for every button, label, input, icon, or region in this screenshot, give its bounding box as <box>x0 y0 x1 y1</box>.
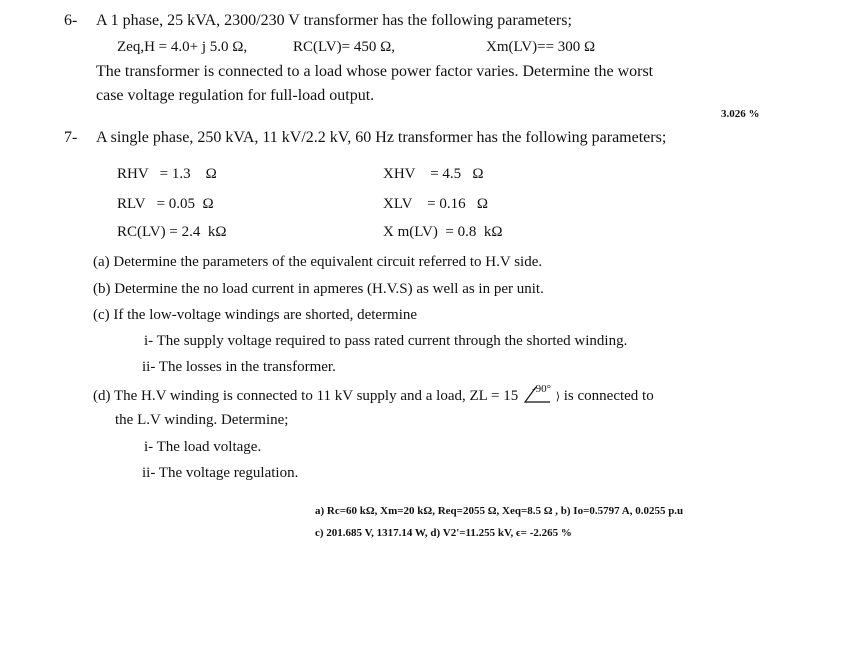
question-6-param-zeq: Zeq,H = 4.0+ j 5.0 Ω, <box>117 39 248 55</box>
question-6-answer: 3.026 % <box>721 108 760 120</box>
part-b: (b) Determine the no load current in apmeres (H.V.S) as well as in per unit. <box>93 281 544 297</box>
part-a: (a) Determine the parameters of the equivalent circuit referred to H.V side. <box>93 254 543 270</box>
param-rlv: RLV = 0.05 Ω <box>117 196 214 212</box>
param-xhv: XHV = 4.5 Ω <box>383 166 484 182</box>
question-7-line1: A single phase, 250 kVA, 11 kV/2.2 kV, 60 Hz transformer has the following parameters; <box>96 129 667 146</box>
question-6-number: 6- <box>64 12 78 29</box>
part-c-ii: ii- The losses in the transformer. <box>142 359 336 375</box>
angle-symbol <box>522 385 552 405</box>
part-d-line1 <box>93 385 654 407</box>
question-7-answer-line2: c) 201.685 V, 1317.14 W, d) V2'=11.255 kV, ϵ= -2.265 % <box>315 527 572 539</box>
part-d-line2: the L.V winding. Determine; <box>115 412 289 428</box>
part-d-text-2: is connected to <box>563 388 654 404</box>
param-xlv: XLV = 0.16 Ω <box>383 196 489 212</box>
question-7-answer-line1: a) Rc=60 kΩ, Xm=20 kΩ, Req=2055 Ω, Xeq=8.5 Ω , b) Io=0.5797 A, 0.0255 p.u <box>315 505 684 517</box>
part-d-i: i- The load voltage. <box>144 439 262 455</box>
question-6-line1: A 1 phase, 25 kVA, 2300/230 V transformer has the following parameters; <box>96 12 572 29</box>
param-xmlv: X m(LV) = 0.8 kΩ <box>383 224 503 240</box>
question-6-param-rc: RC(LV)= 450 Ω, <box>293 39 395 55</box>
question-6-param-xm: Xm(LV)== 300 Ω <box>486 39 596 55</box>
part-c: (c) If the low-voltage windings are shorted, determine <box>93 307 418 323</box>
question-7-number: 7- <box>64 129 78 146</box>
part-c-i: i- The supply voltage required to pass rated current through the shorted winding. <box>144 333 628 349</box>
part-d-ii: ii- The voltage regulation. <box>142 465 299 481</box>
angle-value: -90° <box>531 383 552 395</box>
question-6-line2: The transformer is connected to a load whose power factor varies. Determine the worst <box>96 63 654 80</box>
part-d-text: (d) The H.V winding is connected to 11 kV supply and a load, ZL = 15 <box>93 388 519 404</box>
param-rclv: RC(LV) = 2.4 kΩ <box>117 224 227 240</box>
question-6-line3: case voltage regulation for full-load output. <box>96 87 375 104</box>
angle-close-glyph: ⟩ <box>555 391 560 403</box>
param-rhv: RHV = 1.3 Ω <box>117 166 217 182</box>
